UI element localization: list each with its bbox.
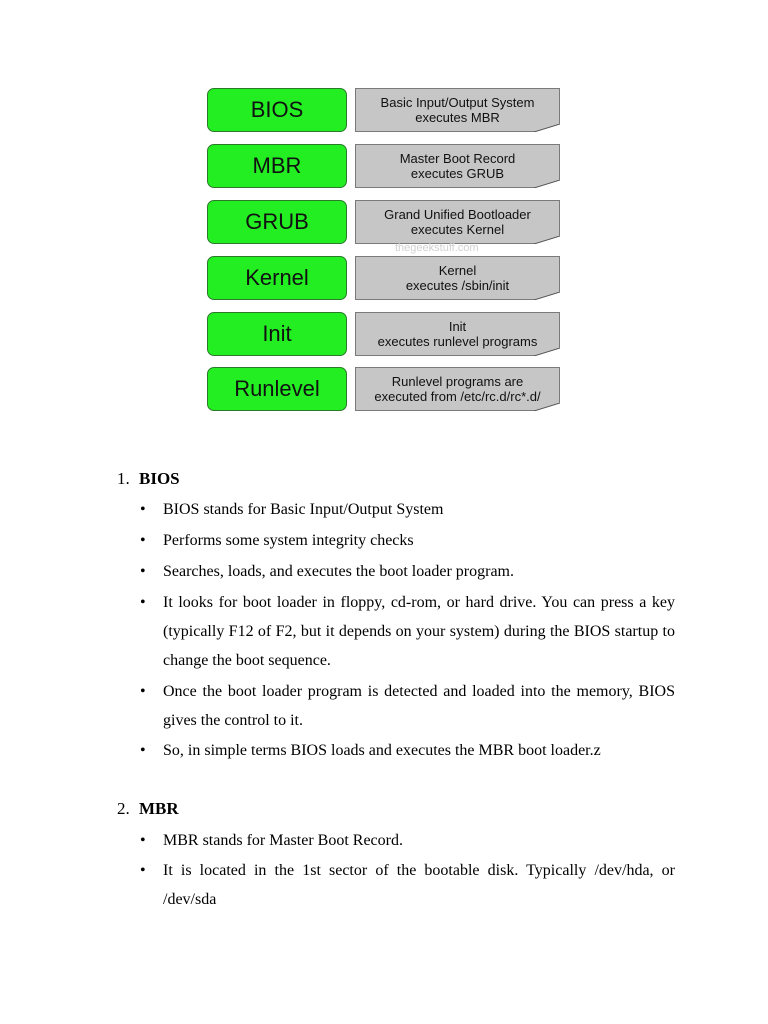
boot-sequence-diagram: [0, 0, 768, 430]
section-heading-mbr: [117, 799, 179, 819]
bullet-icon: •: [140, 594, 146, 611]
note-line: Grand Unified Bootloader: [384, 207, 531, 222]
bullet-icon: •: [140, 563, 146, 580]
page-curl-icon: [534, 403, 560, 411]
watermark: thegeekstuff.com: [395, 242, 479, 254]
note-line: executed from /etc/rc.d/rc*.d/: [374, 389, 541, 404]
note-line: executes /sbin/init: [405, 278, 510, 293]
bullet-icon: •: [140, 501, 146, 518]
section-title: BIOS: [139, 469, 180, 488]
list-item: • It is located in the 1st sector of the bootable disk. Typically /dev/hda, or /dev/sda: [140, 856, 675, 914]
stage-bios: BIOS: [207, 88, 347, 132]
note-line: Runlevel programs are: [391, 374, 524, 389]
section-title: MBR: [139, 799, 179, 818]
bullet-icon: •: [140, 832, 146, 849]
page-curl-icon: [534, 236, 560, 244]
note-line: executes MBR: [415, 110, 500, 125]
section-heading-bios: [117, 469, 180, 489]
note-kernel: [355, 256, 560, 300]
list-item: • Performs some system integrity checks: [140, 526, 675, 555]
note-grub: [355, 200, 560, 244]
stage-runlevel: Runlevel: [207, 367, 347, 411]
note-runlevel: [355, 367, 560, 411]
note-init: [355, 312, 560, 356]
note-line: Kernel: [438, 263, 477, 278]
note-mbr: [355, 144, 560, 188]
stage-grub: GRUB: [207, 200, 347, 244]
bullet-icon: •: [140, 862, 146, 879]
note-line: Init: [448, 319, 467, 334]
note-line: executes runlevel programs: [377, 334, 538, 349]
page-curl-icon: [534, 180, 560, 188]
note-line: executes GRUB: [410, 166, 505, 181]
stage-kernel: Kernel: [207, 256, 347, 300]
stage-init: Init: [207, 312, 347, 356]
section-number: 2.: [117, 799, 130, 818]
page-curl-icon: [534, 292, 560, 300]
bullet-icon: •: [140, 683, 146, 700]
list-item: • So, in simple terms BIOS loads and executes the MBR boot loader.z: [140, 736, 675, 765]
page-curl-icon: [534, 348, 560, 356]
bullet-icon: •: [140, 532, 146, 549]
bullet-icon: •: [140, 742, 146, 759]
list-item: • Searches, loads, and executes the boot loader program.: [140, 557, 675, 586]
stage-mbr: MBR: [207, 144, 347, 188]
note-line: Master Boot Record: [399, 151, 516, 166]
note-line: executes Kernel: [410, 222, 505, 237]
page-curl-icon: [534, 124, 560, 132]
list-item: • It looks for boot loader in floppy, cd-rom, or hard drive. You can press a key (typically F12 of F2, but it depends on your system) during the BIOS startup to change the boot sequence.: [140, 588, 675, 675]
list-item: • BIOS stands for Basic Input/Output System: [140, 495, 675, 524]
note-line: Basic Input/Output System: [380, 95, 535, 110]
list-item: • MBR stands for Master Boot Record.: [140, 826, 675, 855]
list-item: • Once the boot loader program is detected and loaded into the memory, BIOS gives the control to it.: [140, 677, 675, 735]
note-bios: [355, 88, 560, 132]
section-number: 1.: [117, 469, 130, 488]
